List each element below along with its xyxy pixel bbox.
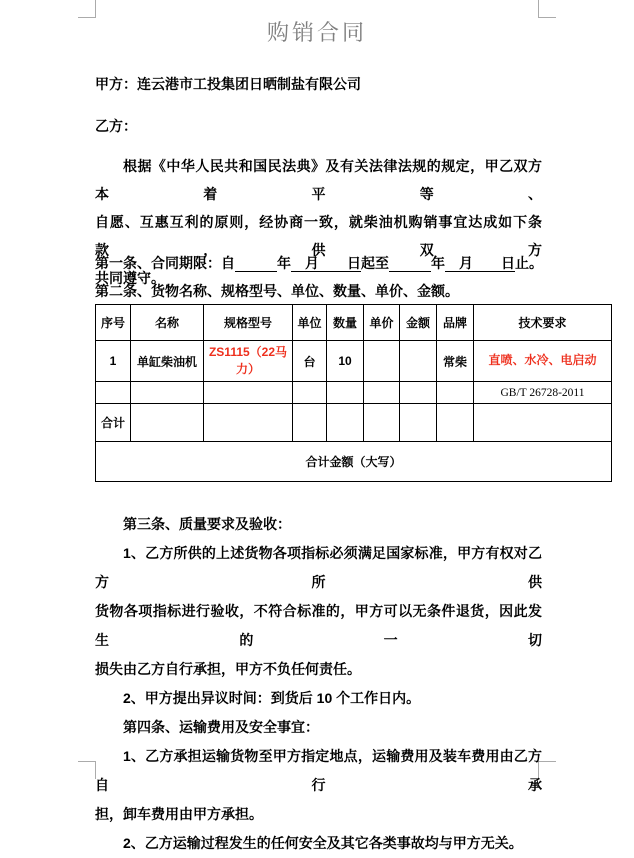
paragraph-line: 共同遵守。	[95, 270, 165, 286]
paragraph-line: 1、乙方所供的上述货物各项指标必须满足国家标准，甲方有权对乙方所供	[95, 545, 542, 590]
header-qty: 数量	[327, 305, 364, 341]
paragraph-line: 根据《中华人民共和国民法典》及有关法律法规的规定，甲乙双方本着平等、	[95, 158, 542, 202]
paragraph-line: 2、甲方提出异议时间：到货后 10 个工作日内。	[123, 690, 421, 706]
header-amount: 金额	[400, 305, 437, 341]
year-label: 年	[431, 255, 445, 271]
margin-mark-bottom-left	[78, 761, 96, 779]
table-grand-total-row	[96, 442, 612, 482]
paragraph-line: 货物各项指标进行验收，不符合标准的，甲方可以无条件退货，因此发生的一切	[95, 603, 542, 648]
table-row	[96, 341, 612, 382]
header-tech: 技术要求	[474, 305, 612, 341]
cell-empty	[400, 404, 437, 442]
cell-empty	[293, 404, 327, 442]
paragraph-line: 自愿、互惠互利的原则，经协商一致，就柴油机购销事宜达成如下条款，供双方	[95, 214, 542, 258]
header-price: 单价	[364, 305, 400, 341]
clause-1-mid: 起至	[361, 255, 389, 271]
grand-total-label: 合计金额（大写）	[96, 442, 612, 482]
cell-empty	[327, 404, 364, 442]
cell-empty	[204, 382, 293, 404]
cell-empty	[364, 404, 400, 442]
cell-seq: 1	[96, 341, 131, 382]
table-row	[96, 382, 612, 404]
paragraph-line: 第三条、质量要求及验收：	[123, 516, 291, 532]
cell-price	[364, 341, 400, 382]
cell-brand: 常柴	[437, 341, 474, 382]
cell-empty	[293, 382, 327, 404]
year-label: 年	[277, 255, 291, 271]
cell-empty	[474, 404, 612, 442]
cell-spec: ZS1115（22马力）	[204, 341, 293, 382]
header-brand: 品牌	[437, 305, 474, 341]
month-day-underline: 月 日	[445, 255, 515, 271]
table-header-row	[96, 305, 612, 341]
header-name: 名称	[131, 305, 204, 341]
cell-empty	[400, 382, 437, 404]
paragraph-line: 2、乙方运输过程发生的任何安全及其它各类事故均与甲方无关。	[123, 835, 523, 851]
cell-empty	[131, 382, 204, 404]
clauses-3-4-paragraphs	[95, 510, 542, 858]
party-b-line: 乙方：	[95, 118, 137, 134]
clause-2-goods-heading: 第二条、货物名称、规格型号、单位、数量、单价、金额。	[95, 283, 459, 299]
paragraph-line: 1、乙方承担运输货物至甲方指定地点，运输费用及装车费用由乙方自行承	[95, 748, 542, 793]
table-total-row	[96, 404, 612, 442]
header-spec: 规格型号	[204, 305, 293, 341]
paragraph-line: 第四条、运输费用及安全事宜：	[123, 719, 319, 735]
cell-empty	[96, 382, 131, 404]
total-label: 合计	[96, 404, 131, 442]
month-day-underline: 月 日	[291, 255, 361, 271]
party-a-line: 甲方：连云港市工投集团日晒制盐有限公司	[95, 76, 361, 92]
cell-empty	[204, 404, 293, 442]
clause-1-contract-term	[95, 253, 542, 273]
header-unit: 单位	[293, 305, 327, 341]
cell-unit: 台	[293, 341, 327, 382]
cell-tech-standard: GB/T 26728-2011	[474, 382, 612, 404]
paragraph-line: 损失由乙方自行承担，甲方不负任何责任。	[95, 661, 361, 677]
cell-amount	[400, 341, 437, 382]
paragraph-line: 担，卸车费用由甲方承担。	[95, 806, 263, 822]
cell-tech: 直喷、水冷、电启动	[474, 341, 612, 382]
document-title: 购销合同	[266, 20, 367, 45]
cell-name: 单缸柴油机	[131, 341, 204, 382]
clause-1-tail: 止。	[515, 255, 543, 271]
header-seq: 序号	[96, 305, 131, 341]
cell-qty: 10	[327, 341, 364, 382]
blank-underline	[235, 255, 277, 272]
cell-empty	[364, 382, 400, 404]
cell-empty	[437, 382, 474, 404]
goods-table	[95, 304, 612, 482]
cell-empty	[327, 382, 364, 404]
cell-empty	[131, 404, 204, 442]
blank-underline	[389, 255, 431, 272]
clause-1-lead: 第一条、合同期限：自	[95, 255, 235, 271]
cell-empty	[437, 404, 474, 442]
